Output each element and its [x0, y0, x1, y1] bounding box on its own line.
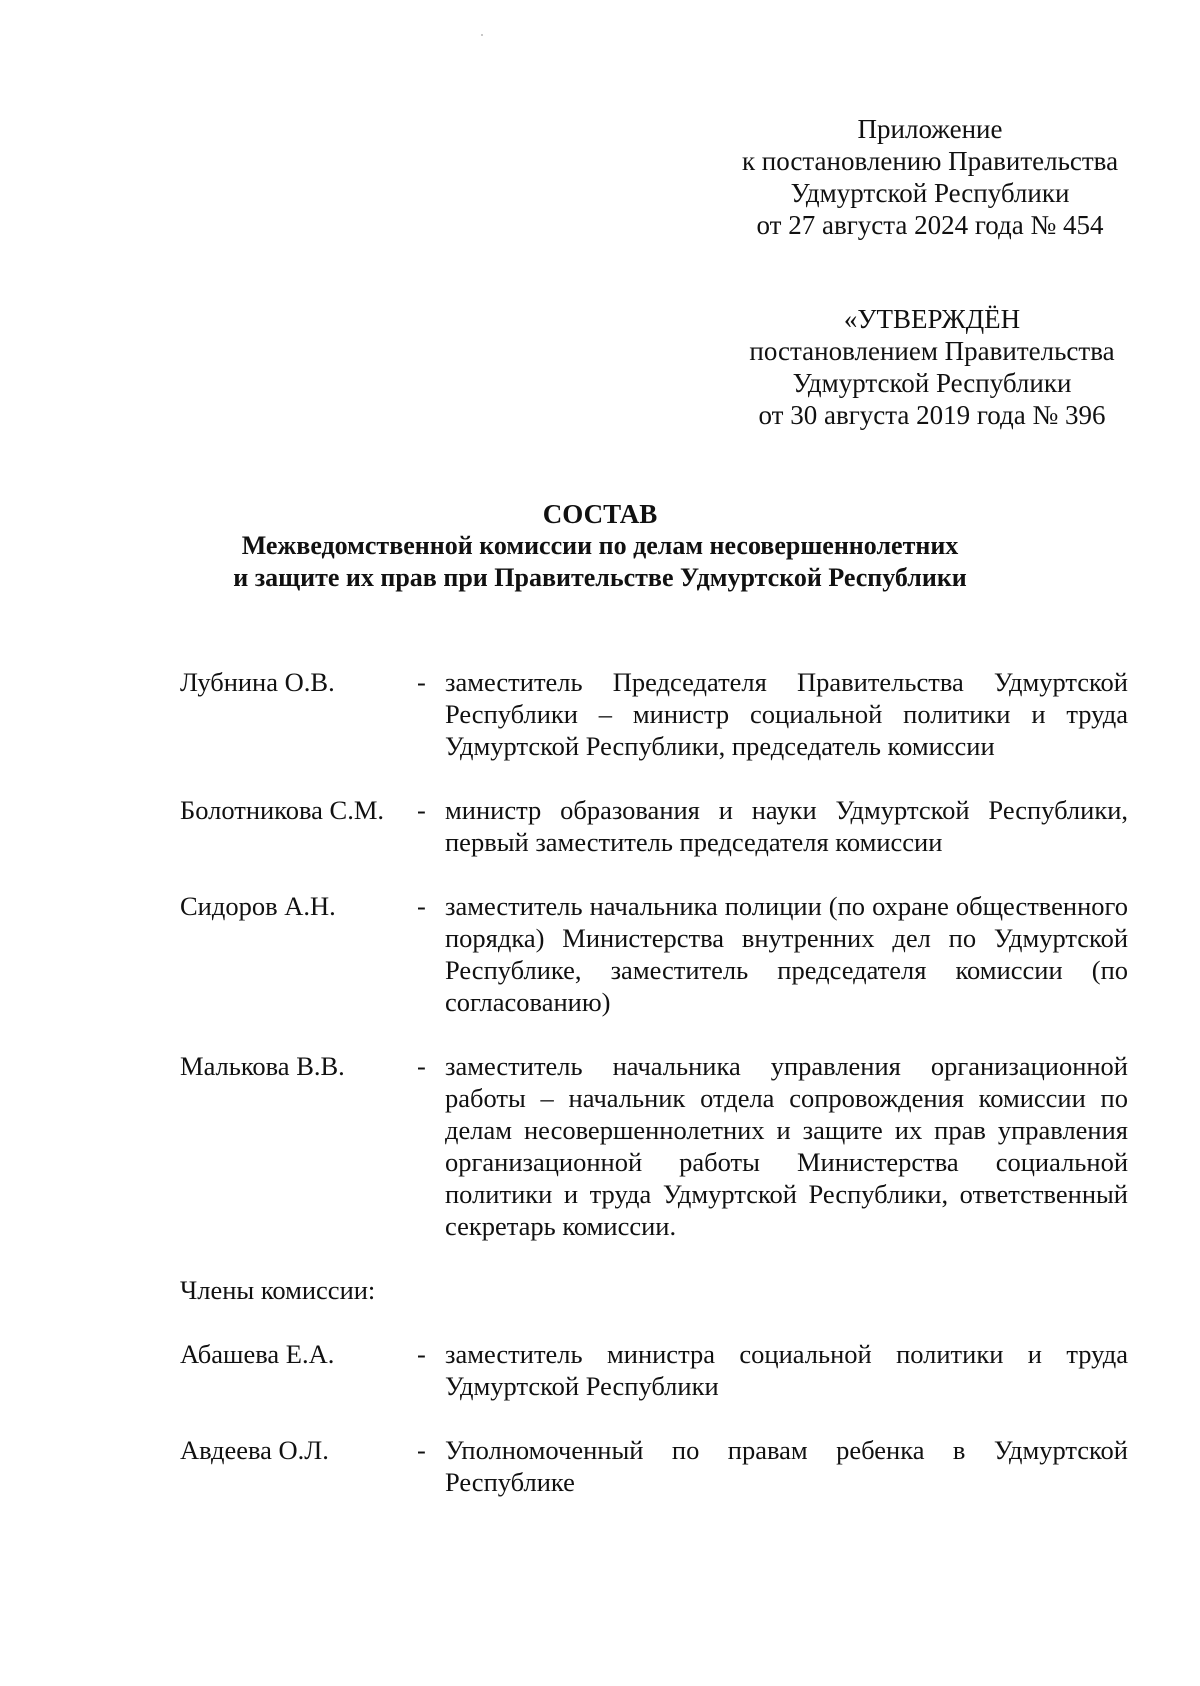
approved-stamp	[722, 303, 1142, 431]
member-dash: -	[417, 1339, 426, 1369]
commission-members-list	[180, 666, 1128, 1530]
approved-line: от 30 августа 2019 года № 396	[758, 400, 1106, 430]
members-heading: Члены комиссии:	[180, 1275, 376, 1305]
member-name: Сидоров А.Н.	[180, 891, 336, 921]
document-title	[100, 498, 1100, 594]
member-role: министр образования и науки Удмуртской Республики, первый заместитель председателя комиссии	[445, 795, 1128, 857]
member-dash: -	[417, 667, 426, 697]
member-name: Малькова В.В.	[180, 1051, 345, 1081]
approved-line: постановлением Правительства	[749, 336, 1115, 366]
approved-line: Удмуртской Республики	[792, 368, 1072, 398]
member-name: Авдеева О.Л.	[180, 1435, 329, 1465]
member-dash: -	[417, 795, 426, 825]
member-dash: -	[417, 1051, 426, 1081]
title-subtitle-line: и защите их прав при Правительстве Удмуртской Республики	[233, 563, 967, 592]
appendix-line: от 27 августа 2024 года № 454	[756, 210, 1104, 240]
member-role: заместитель Председателя Правительства Удмуртской Республики – министр социальной политики и труда Удмуртской Республики, председатель комиссии	[445, 667, 1128, 761]
member-dash: -	[417, 1435, 426, 1465]
member-name: Лубнина О.В.	[180, 667, 335, 697]
member-name: Болотникова С.М.	[180, 795, 385, 825]
appendix-line: Приложение	[857, 114, 1003, 144]
member-role: заместитель министра социальной политики и труда Удмуртской Республики	[445, 1339, 1128, 1401]
member-row	[180, 794, 1128, 858]
member-role: заместитель начальника управления организационной работы – начальник отдела сопровождения комиссии по делам несовершеннолетних и защите их прав управления организационной работы Министерства социальной политики и труда Удмуртской Республики, ответственный секретарь комиссии.	[445, 1051, 1128, 1241]
appendix-line: к постановлению Правительства	[741, 146, 1119, 176]
member-row	[180, 1338, 1128, 1402]
member-role: заместитель начальника полиции (по охране общественного порядка) Министерства внутренних дел по Удмуртской Республике, заместитель председателя комиссии (по согласованию)	[445, 891, 1128, 1017]
title-subtitle-line: Межведомственной комиссии по делам несовершеннолетних	[241, 531, 959, 560]
member-row	[180, 666, 1128, 762]
member-name: Абашева Е.А.	[180, 1339, 335, 1369]
member-row	[180, 1050, 1128, 1242]
member-dash: -	[417, 891, 426, 921]
member-role: Уполномоченный по правам ребенка в Удмуртской Республике	[445, 1435, 1128, 1497]
member-row	[180, 1434, 1128, 1498]
title-main: СОСТАВ	[542, 499, 658, 529]
appendix-line: Удмуртской Республики	[790, 178, 1070, 208]
member-row	[180, 890, 1128, 1018]
appendix-stamp	[720, 113, 1140, 241]
scan-speck	[481, 34, 483, 36]
approved-line: «УТВЕРЖДЁН	[843, 304, 1021, 334]
